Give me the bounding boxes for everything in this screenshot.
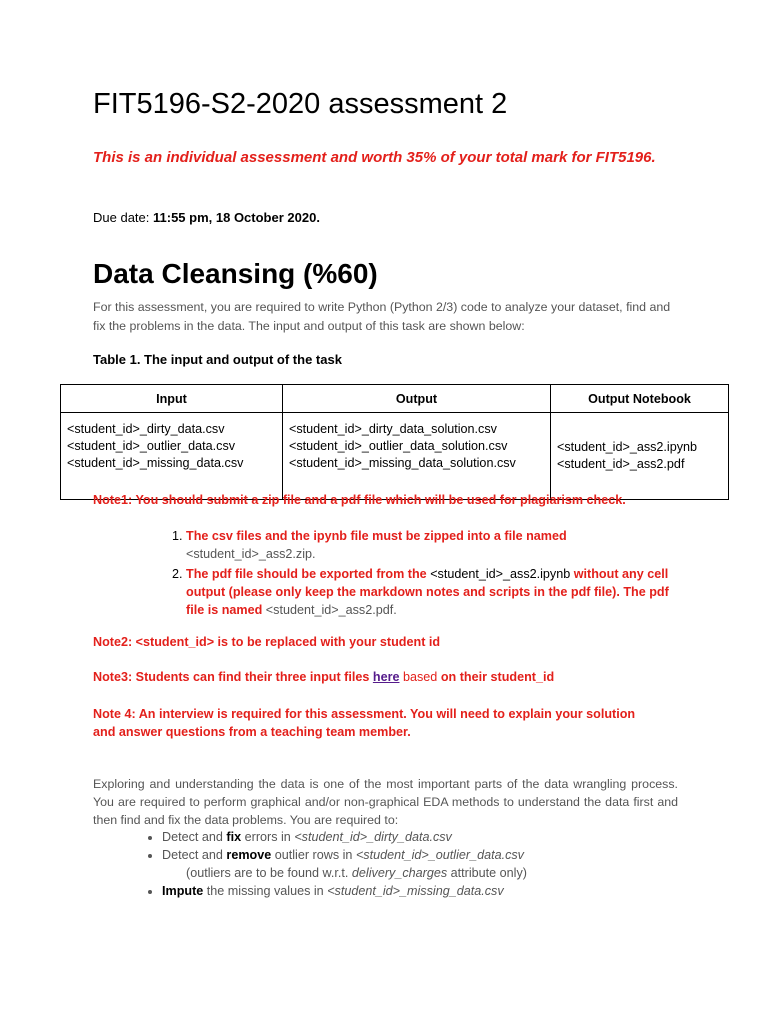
input-file: <student_id>_missing_data.csv bbox=[67, 456, 244, 470]
subnote-attribute: delivery_charges bbox=[351, 866, 448, 880]
task-subnote bbox=[162, 864, 662, 882]
subnote-text: attribute only) bbox=[450, 866, 527, 880]
note3-text-end: on their student_id bbox=[440, 670, 555, 684]
note1-item2-filename: <student_id>_ass2.ipynb bbox=[430, 567, 571, 581]
input-files-link[interactable]: here bbox=[372, 670, 400, 684]
due-date-value: 11:55 pm, 18 October 2020. bbox=[153, 210, 320, 225]
note3-text: Note3: Students can find their three input files bbox=[93, 670, 370, 684]
task-file: <student_id>_missing_data.csv bbox=[327, 884, 504, 898]
output-cell bbox=[283, 413, 551, 500]
input-file: <student_id>_outlier_data.csv bbox=[67, 439, 236, 453]
section-heading: Data Cleansing (%60) bbox=[93, 258, 378, 289]
note1-item1-filename: <student_id>_ass2.zip. bbox=[186, 547, 316, 561]
due-date-label: Due date: bbox=[93, 210, 150, 225]
note1-item1-text: The csv files and the ipynb file must be zipped into a file named bbox=[186, 529, 567, 543]
subnote-text: (outliers are to be found w.r.t. bbox=[186, 866, 349, 880]
explore-paragraph: Exploring and understanding the data is one of the most important parts of the data wrangling process. You are required to perform graphical and/or non-graphical EDA methods to understand the data first and then find and fix the data problems. You are required to: bbox=[93, 777, 678, 827]
note3 bbox=[93, 670, 554, 684]
note1-item2-text: The pdf file should be exported from the bbox=[186, 567, 427, 581]
table-row bbox=[61, 413, 729, 500]
list-item bbox=[162, 882, 662, 900]
header-output-notebook: Output Notebook bbox=[551, 385, 729, 413]
task-keyword: fix bbox=[226, 830, 242, 844]
table-header-row bbox=[61, 385, 729, 413]
intro-statement: This is an individual assessment and worth 35% of your total mark for FIT5196. bbox=[93, 149, 656, 166]
task-file: <student_id>_outlier_data.csv bbox=[355, 848, 524, 862]
table-caption: Table 1. The input and output of the task bbox=[93, 352, 342, 367]
header-input: Input bbox=[61, 385, 283, 413]
list-item bbox=[162, 828, 662, 846]
task-keyword: Impute bbox=[162, 884, 204, 898]
notebook-file: <student_id>_ass2.ipynb bbox=[557, 440, 698, 454]
input-cell bbox=[61, 413, 283, 500]
output-file: <student_id>_missing_data_solution.csv bbox=[289, 456, 516, 470]
list-item bbox=[186, 527, 686, 563]
section-description: For this assessment, you are required to write Python (Python 2/3) code to analyze your dataset, find and fix the problems in the data. The input and output of this task are shown below: bbox=[93, 300, 671, 333]
list-item bbox=[162, 846, 662, 882]
note3-based: based bbox=[403, 670, 438, 684]
note1-list bbox=[160, 527, 686, 621]
input-file: <student_id>_dirty_data.csv bbox=[67, 422, 225, 436]
output-file: <student_id>_outlier_data_solution.csv bbox=[289, 439, 508, 453]
task-list bbox=[140, 828, 662, 900]
document-title: FIT5196-S2-2020 assessment 2 bbox=[93, 88, 508, 120]
notebook-cell bbox=[551, 413, 729, 500]
task-text: outlier rows in bbox=[274, 848, 353, 862]
task-text: errors in bbox=[244, 830, 291, 844]
note2: Note2: <student_id> is to be replaced with your student id bbox=[93, 635, 441, 649]
list-item bbox=[186, 565, 686, 619]
note4: Note 4: An interview is required for this assessment. You will need to explain your solution and answer questions from a teaching team member. bbox=[93, 707, 636, 739]
io-table bbox=[60, 384, 729, 500]
task-text: Detect and bbox=[162, 848, 223, 862]
task-keyword: remove bbox=[226, 848, 272, 862]
task-text: Detect and bbox=[162, 830, 223, 844]
note1-item2-text-continued: without any cell output (please only keep the markdown notes and scripts in the pdf file). The pdf file is named bbox=[186, 567, 669, 617]
output-file: <student_id>_dirty_data_solution.csv bbox=[289, 422, 497, 436]
notebook-file: <student_id>_ass2.pdf bbox=[557, 457, 685, 471]
note1-item2-pdf-filename: <student_id>_ass2.pdf. bbox=[265, 603, 397, 617]
task-file: <student_id>_dirty_data.csv bbox=[294, 830, 452, 844]
due-date bbox=[93, 210, 320, 225]
task-text: the missing values in bbox=[206, 884, 324, 898]
note1: Note1: You should submit a zip file and a pdf file which will be used for plagiarism check. bbox=[93, 493, 626, 507]
header-output: Output bbox=[283, 385, 551, 413]
